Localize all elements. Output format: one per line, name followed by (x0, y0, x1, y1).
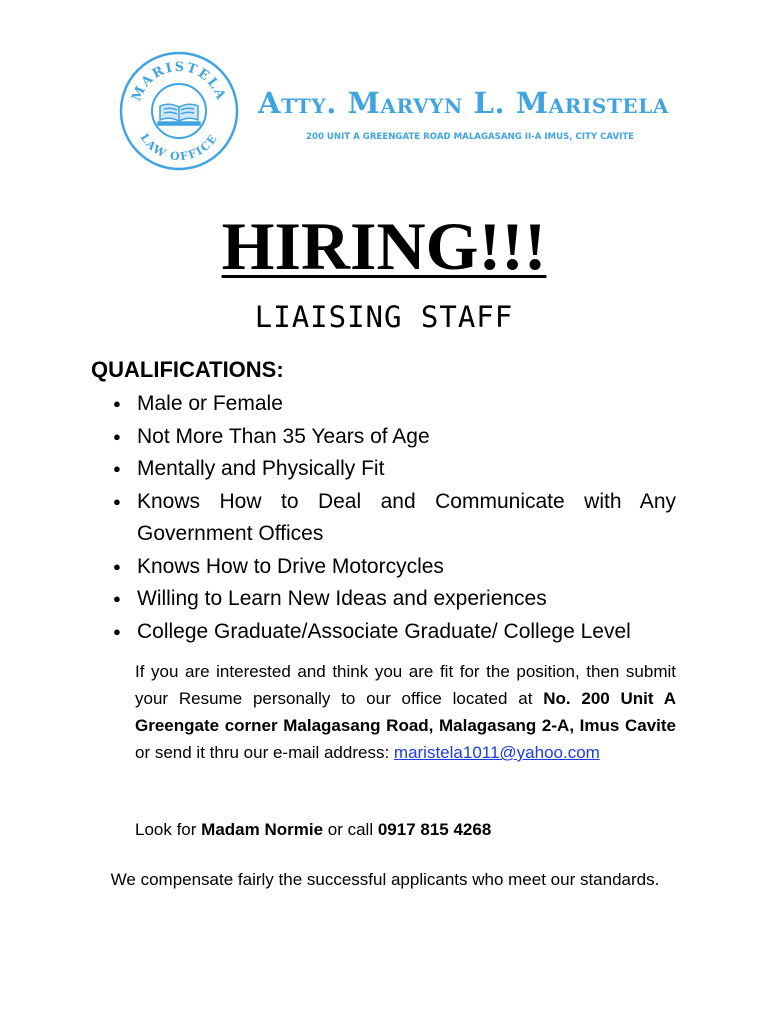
list-item: ● Mentally and Physically Fit (113, 453, 676, 486)
email-link[interactable]: maristela1011@yahoo.com (393, 743, 600, 762)
qualifications-list (113, 388, 676, 648)
firm-address: 200 UNIT A GREENGATE ROAD MALAGASANG II-A IMUS, CITY CAVITE (306, 132, 635, 142)
law-office-seal (118, 50, 240, 172)
contact-line (135, 816, 676, 843)
contact-name: Madam Normie (201, 820, 324, 839)
firm-name: Atty. Marvyn L. Maristela (258, 86, 670, 120)
closing-statement: We compensate fairly the successful applicants who meet our standards. (110, 870, 660, 889)
contact-middle: or call (323, 820, 378, 839)
apply-middle: or send it thru our e-mail address: (135, 743, 394, 762)
application-instructions (135, 658, 676, 766)
list-item: ● Knows How to Deal and Communicate with Any Government Offices (113, 486, 676, 551)
list-item: ● Not More Than 35 Years of Age (113, 421, 676, 454)
list-item: ● College Graduate/Associate Graduate/ College Level (113, 616, 676, 649)
seal-bottom-text: LAW OFFICE (137, 131, 221, 164)
list-item: ● Male or Female (113, 388, 676, 421)
list-item: ● Willing to Learn New Ideas and experiences (113, 583, 676, 616)
contact-prefix: Look for (135, 820, 202, 839)
list-item: ● Knows How to Drive Motorcycles (113, 551, 676, 584)
headline (0, 208, 768, 284)
letterhead (118, 50, 670, 164)
open-book-icon (158, 104, 200, 125)
qualifications-heading: QUALIFICATIONS: (91, 357, 284, 382)
headline-text: HIRING!!! (221, 208, 547, 284)
seal-top-text: MARISTELA (129, 59, 229, 104)
contact-phone: 0917 815 4268 (377, 820, 492, 839)
apply-intro: If you are interested and think you are fit for the position, then submit your Resume personally to our office located at (135, 662, 676, 708)
svg-text:MARISTELA (129, 60, 228, 104)
office-address: No. 200 Unit A Greengate corner Malagasang Road, Malagasang 2-A, Imus Cavite (135, 689, 676, 735)
svg-text:LAW OFFICE (138, 131, 221, 163)
position-title: LIAISING STAFF (254, 300, 514, 334)
